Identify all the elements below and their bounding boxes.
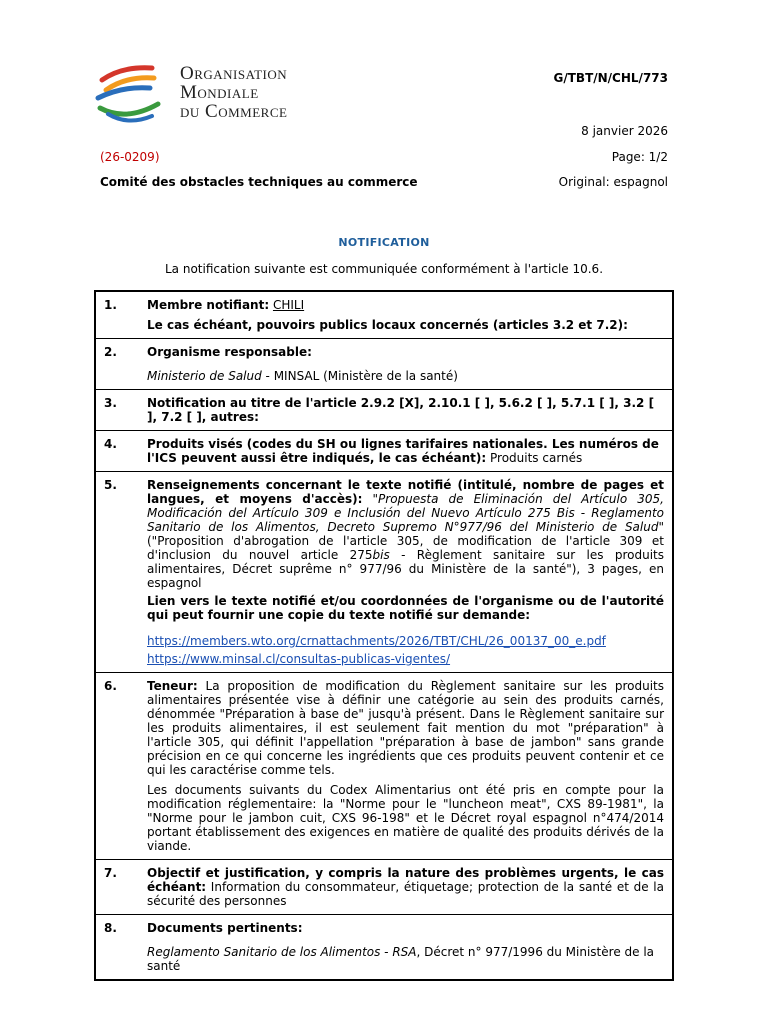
table-row-7 (96, 860, 672, 915)
table-row-3 (96, 390, 672, 431)
table-row-5 (96, 472, 672, 673)
text-desc-bis: bis (372, 548, 390, 562)
relevant-docs-label: Documents pertinents: (147, 921, 303, 935)
agency-name: Ministerio de Salud (147, 369, 262, 383)
products-label: Produits visés (codes du SH ou lignes tarifaires nationales. Les numéros de l'ICS peuvent aussi être indiqués, le cas échéant): (147, 437, 659, 465)
row-number: 7. (104, 866, 117, 880)
article-notification-label: Notification au titre de l'article 2.9.2 [X], 2.10.1 [ ], 5.6.2 [ ], 5.7.1 [ ], 3.2 [ ], 7.2 [ ], autres: (147, 396, 655, 424)
row-number: 6. (104, 679, 117, 693)
table-row-6 (96, 673, 672, 860)
row-number: 4. (104, 437, 117, 451)
row-content (141, 915, 672, 979)
notification-title: NOTIFICATION (338, 236, 430, 249)
member-label: Membre notifiant: (147, 298, 270, 312)
wto-logo-icon (92, 58, 172, 128)
products-value: Produits carnés (486, 451, 583, 465)
link-label: Lien vers le texte notifié et/ou coordonnées de l'organisme ou de l'autorité qui peut fournir une copie du texte notifié sur demande: (147, 594, 664, 622)
row-number: 5. (104, 478, 117, 492)
relevant-doc-detail: , Décret n° 977/1996 du Ministère de la santé (147, 945, 655, 973)
text-desc-a: ("Proposition d'abrogation de l'article 305, de modification de l'article 309 et d'inclusion du nouvel article 275 (147, 534, 664, 562)
objective-value: Information du consommateur, étiquetage; protection de la santé et de la sécurité des personnes (147, 880, 664, 908)
text-title: "Propuesta de Eliminación del Artículo 305, Modificación del Artículo 309 e Inclusión del Nuevo Artículo 275 Bis - Reglamento Sanitario de los Alimentos, Decreto Supremo N°977/96 del Ministerio de Salud" (147, 492, 664, 534)
row-number: 3. (104, 396, 117, 410)
table-row-4 (96, 431, 672, 472)
member-value: CHILI (272, 298, 305, 312)
row-content (141, 860, 672, 914)
text-info-label: Renseignements concernant le texte notifié (intitulé, nombre de pages et langues, et moyens d'accès): (147, 478, 664, 506)
agency-label: Organisme responsable: (147, 345, 312, 359)
document-link-1[interactable]: https://members.wto.org/crnattachments/2026/TBT/CHL/26_00137_00_e.pdf (147, 634, 606, 648)
local-authorities-label: Le cas échéant, pouvoirs publics locaux concernés (articles 3.2 et 7.2): (147, 318, 628, 332)
original-language: Original: espagnol (558, 175, 668, 189)
text-desc-b: - Règlement sanitaire sur les produits alimentaires, Décret suprême n° 977/96 du Ministère de la santé"), 3 pages, en espagnol (147, 548, 664, 590)
document-link-2[interactable]: https://www.minsal.cl/consultas-publicas-vigentes/ (147, 652, 451, 666)
objective-label: Objectif et justification, y compris la nature des problèmes urgents, le cas échéant: (147, 866, 664, 894)
row-content (141, 390, 672, 430)
document-symbol: G/TBT/N/CHL/773 (553, 71, 668, 85)
table-row-8 (96, 915, 672, 979)
row-number: 8. (104, 921, 117, 935)
row-content (141, 339, 672, 389)
org-name-line-3: du Commerce (180, 101, 288, 122)
committee-name: Comité des obstacles techniques au commerce (100, 175, 418, 189)
content-label: Teneur: (147, 679, 198, 693)
agency-detail: - MINSAL (Ministère de la santé) (261, 369, 458, 383)
page-indicator: Page: 1/2 (611, 150, 668, 164)
row-content (141, 292, 672, 338)
row-content (141, 431, 672, 471)
intro-text: La notification suivante est communiquée conformément à l'article 10.6. (164, 262, 604, 276)
document-date: 8 janvier 2026 (581, 124, 668, 138)
row-content (141, 673, 672, 859)
table-row-1 (96, 292, 672, 339)
content-text-1: La proposition de modification du Règlement sanitaire sur les produits alimentaires présentée vise à définir une catégorie au sein des produits carnés, dénommée "Préparation à base de" jusqu'à présent. Dans le Règlement sanitaire sur les produits alimentaires, il est seulement fait mention du mot "préparation" à l'article 305, qui définit l'appellation "préparation à base de jambon" sans grande précision en ce qui concerne les ingrédients que ces produits peuvent contenir et ce qui les caractérise comme tels. (147, 679, 664, 777)
relevant-doc-title: Reglamento Sanitario de los Alimentos - RSA (147, 945, 417, 959)
row-number: 2. (104, 345, 117, 359)
row-number: 1. (104, 298, 117, 312)
organization-name (180, 64, 287, 121)
content-text-2: Les documents suivants du Codex Alimentarius ont été pris en compte pour la modification réglementaire: la "Norme pour le "luncheon meat", CXS 89-1981", la "Norme pour le jambon cuit, CXS 96-198" et le Décret royal espagnol n°474/2014 portant établissement des exigences en matière de qualité des produits dérivés de la viande. (147, 783, 664, 853)
org-name-line-1: Organisation (180, 63, 288, 84)
notification-table (94, 290, 674, 981)
reference-number: (26-0209) (100, 150, 160, 164)
org-name-line-2: Mondiale (180, 82, 259, 103)
row-content (141, 472, 672, 672)
table-row-2 (96, 339, 672, 390)
